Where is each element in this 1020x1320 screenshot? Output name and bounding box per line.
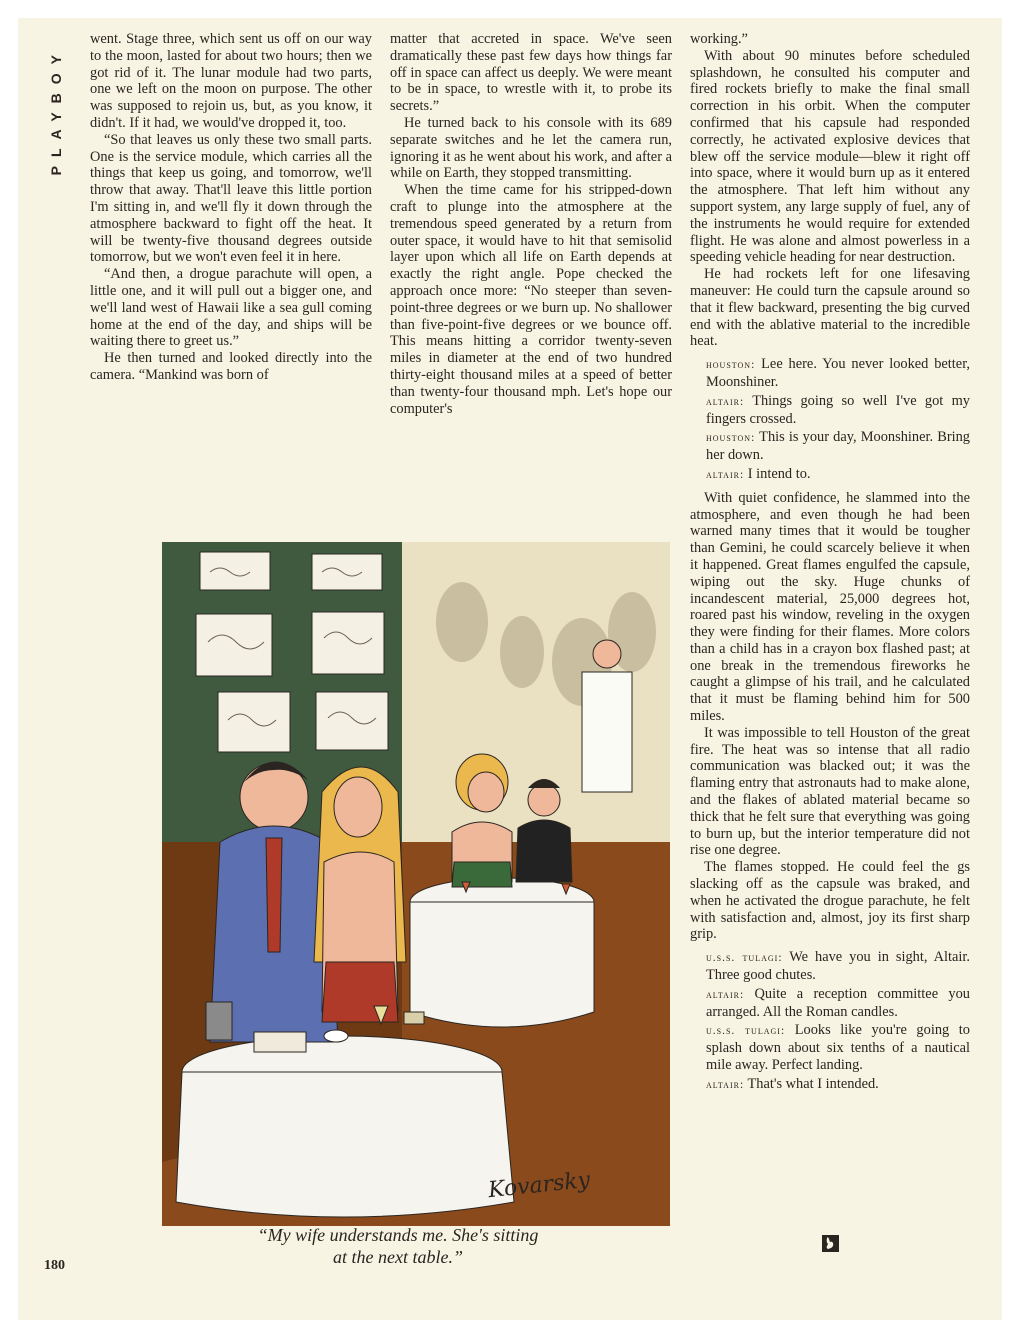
dialogue-line (706, 1022, 970, 1073)
dialogue-speaker: u.s.s. tulagi: (706, 952, 783, 965)
dialogue-line (706, 1076, 970, 1094)
magazine-name-vertical: PLAYBOY (48, 46, 64, 176)
paragraph: working.” (690, 31, 748, 47)
dialogue-speaker: houston: (706, 359, 756, 372)
paragraph: When the time came for his stripped-down craft to plunge into the atmosphere at the tremendous speed generated by a return from outer space, it would have to hit that semisolid layer upon which all life on Earth depends at exactly the right angle. Pope checked the approach once more: “No steeper than seven-point-three degrees or we burn up. No shallower than five-point-five degrees or we bounce off. This means hitting a corridor twenty-seven miles in diameter at the end of two hundred thirty-eight thousand miles at a speed of better than twenty-four thousand mph. Let's hope our computer's (390, 182, 672, 417)
dialogue-text: Looks like you're going to splash down about six tenths of a nautical mile away. Perfect landing. (706, 1022, 970, 1074)
dialogue-speaker: altair: (706, 395, 745, 408)
dialogue-line (706, 393, 970, 428)
paragraph: With about 90 minutes before scheduled splashdown, he consulted his computer and fired rockets briefly to make the final small correction in his orbit. When the computer confirmed that his capsule had responded correctly, he activated explosive devices that blew off the service module—blew it right off into space, where it would burn up as it entered the atmosphere. That left him without any support system, any large supply of fuel, any of the instruments he would require for extended flight. He was alone and almost powerless in a speeding vehicle heading for near destruction. (690, 47, 970, 266)
dialogue-text: I intend to. (747, 465, 811, 482)
dialogue-speaker: u.s.s. tulagi: (706, 1025, 786, 1038)
dialogue-line (706, 356, 970, 391)
artist-signature: Kovarsky (486, 1167, 592, 1204)
paragraph: went. Stage three, which sent us off on our way to the moon, lasted for about two hours; then we got rid of it. The lunar module had two parts, one we left on the moon on purpose. The other was supposed to rejoin us, but, as you know, it didn't. If it had, we would've dropped it, too. (90, 31, 372, 131)
dialogue-text: Quite a reception committee you arranged. All the Roman candles. (706, 985, 970, 1020)
dialogue-line (706, 466, 970, 484)
paragraph: matter that accreted in space. We've seen dramatically these past few days how things far off in space can affect us deeply. We were meant to be in space, to wrestle with it, to probe its secrets.” (390, 31, 672, 115)
dialogue-speaker: altair: (706, 468, 745, 481)
dialogue-line (706, 949, 970, 984)
dialogue-text: This is your day, Moonshiner. Bring her down. (706, 429, 971, 464)
caption-line: “My wife understands me. She's sitting (257, 1225, 539, 1245)
radio-dialogue (706, 356, 970, 484)
text-column-3 (690, 31, 970, 1241)
dialogue-line (706, 986, 970, 1021)
paragraph: It was impossible to tell Houston of the great fire. The heat was so intense that all radio communication was blacked out; it was the flaming entry that astronauts had to make alone, and the flakes of ablated material became so thick that he felt sure that everything was going to burn up, but the interior temperature did not rise one degree. (690, 724, 970, 859)
paragraph: “And then, a drogue parachute will open, a little one, and it will pull out a bigger one, and we'll land west of Hawaii like a sea gull coming home at the end of the day, and ships will be waiting there to greet us.” (90, 266, 372, 350)
dialogue-text: Things going so well I've got my fingers crossed. (706, 392, 970, 427)
cartoon-caption (200, 1224, 596, 1268)
paragraph: He had rockets left for one lifesaving maneuver: He could turn the capsule around so that it flew backward, presenting the big curved end with the ablative material to the incredible heat. (690, 266, 970, 350)
dialogue-speaker: altair: (706, 1078, 745, 1091)
paragraph: He turned back to his console with its 689 separate switches and he let the camera run, ignoring it as he went about his work, and after a while on Earth, they stopped transmitting. (390, 114, 672, 182)
text-column-1 (90, 31, 372, 489)
radio-dialogue (706, 949, 970, 1093)
paragraph: “So that leaves us only these two small parts. One is the service module, which carries all the things that keep us going, and tomorrow, we'll throw that away. That'll leave this little portion I'm sitting in, and we'll fly it down through the atmosphere backward to fight off the heat. It will be twenty-five thousand degrees outside tomorrow, but we won't even feel it in here. (90, 131, 372, 266)
dialogue-speaker: altair: (706, 988, 745, 1001)
paragraph: With quiet confidence, he slammed into the atmosphere, and even though he had been warned many times that it would be tougher than Gemini, he could scarcely believe it when it happened. Great flames engulfed the capsule, wiping out the sky. Huge chunks of incandescent material, 25,000 degrees hot, roared past his window, reveling in the oxygen they were finding for their flames. More colors than a child has in a crayon box flashed past; at one break in the tremendous fireworks he caught a glimpse of his trail, and he calculated that it must be flaming behind him for 500 miles. (690, 489, 970, 725)
bunny-logo-icon (822, 1235, 839, 1252)
caption-line: at the next table.” (333, 1247, 463, 1267)
text-column-2 (390, 31, 672, 489)
dialogue-line (706, 429, 970, 464)
dialogue-text: Lee here. You never looked better, Moonshiner. (706, 356, 971, 390)
page-number: 180 (44, 1258, 65, 1273)
magazine-page (18, 18, 1002, 1320)
dialogue-text: That's what I intended. (747, 1075, 879, 1092)
paragraph: He then turned and looked directly into the camera. “Mankind was born of (90, 350, 372, 383)
dialogue-speaker: houston: (706, 432, 756, 445)
dialogue-text: We have you in sight, Altair. Three good chutes. (706, 949, 970, 984)
paragraph: The flames stopped. He could feel the gs slacking off as the capsule was braked, and when he activated the drogue parachute, he felt with satisfaction and, almost, joy its first sharp grip. (690, 859, 970, 943)
cartoon-illustration (162, 542, 670, 1226)
